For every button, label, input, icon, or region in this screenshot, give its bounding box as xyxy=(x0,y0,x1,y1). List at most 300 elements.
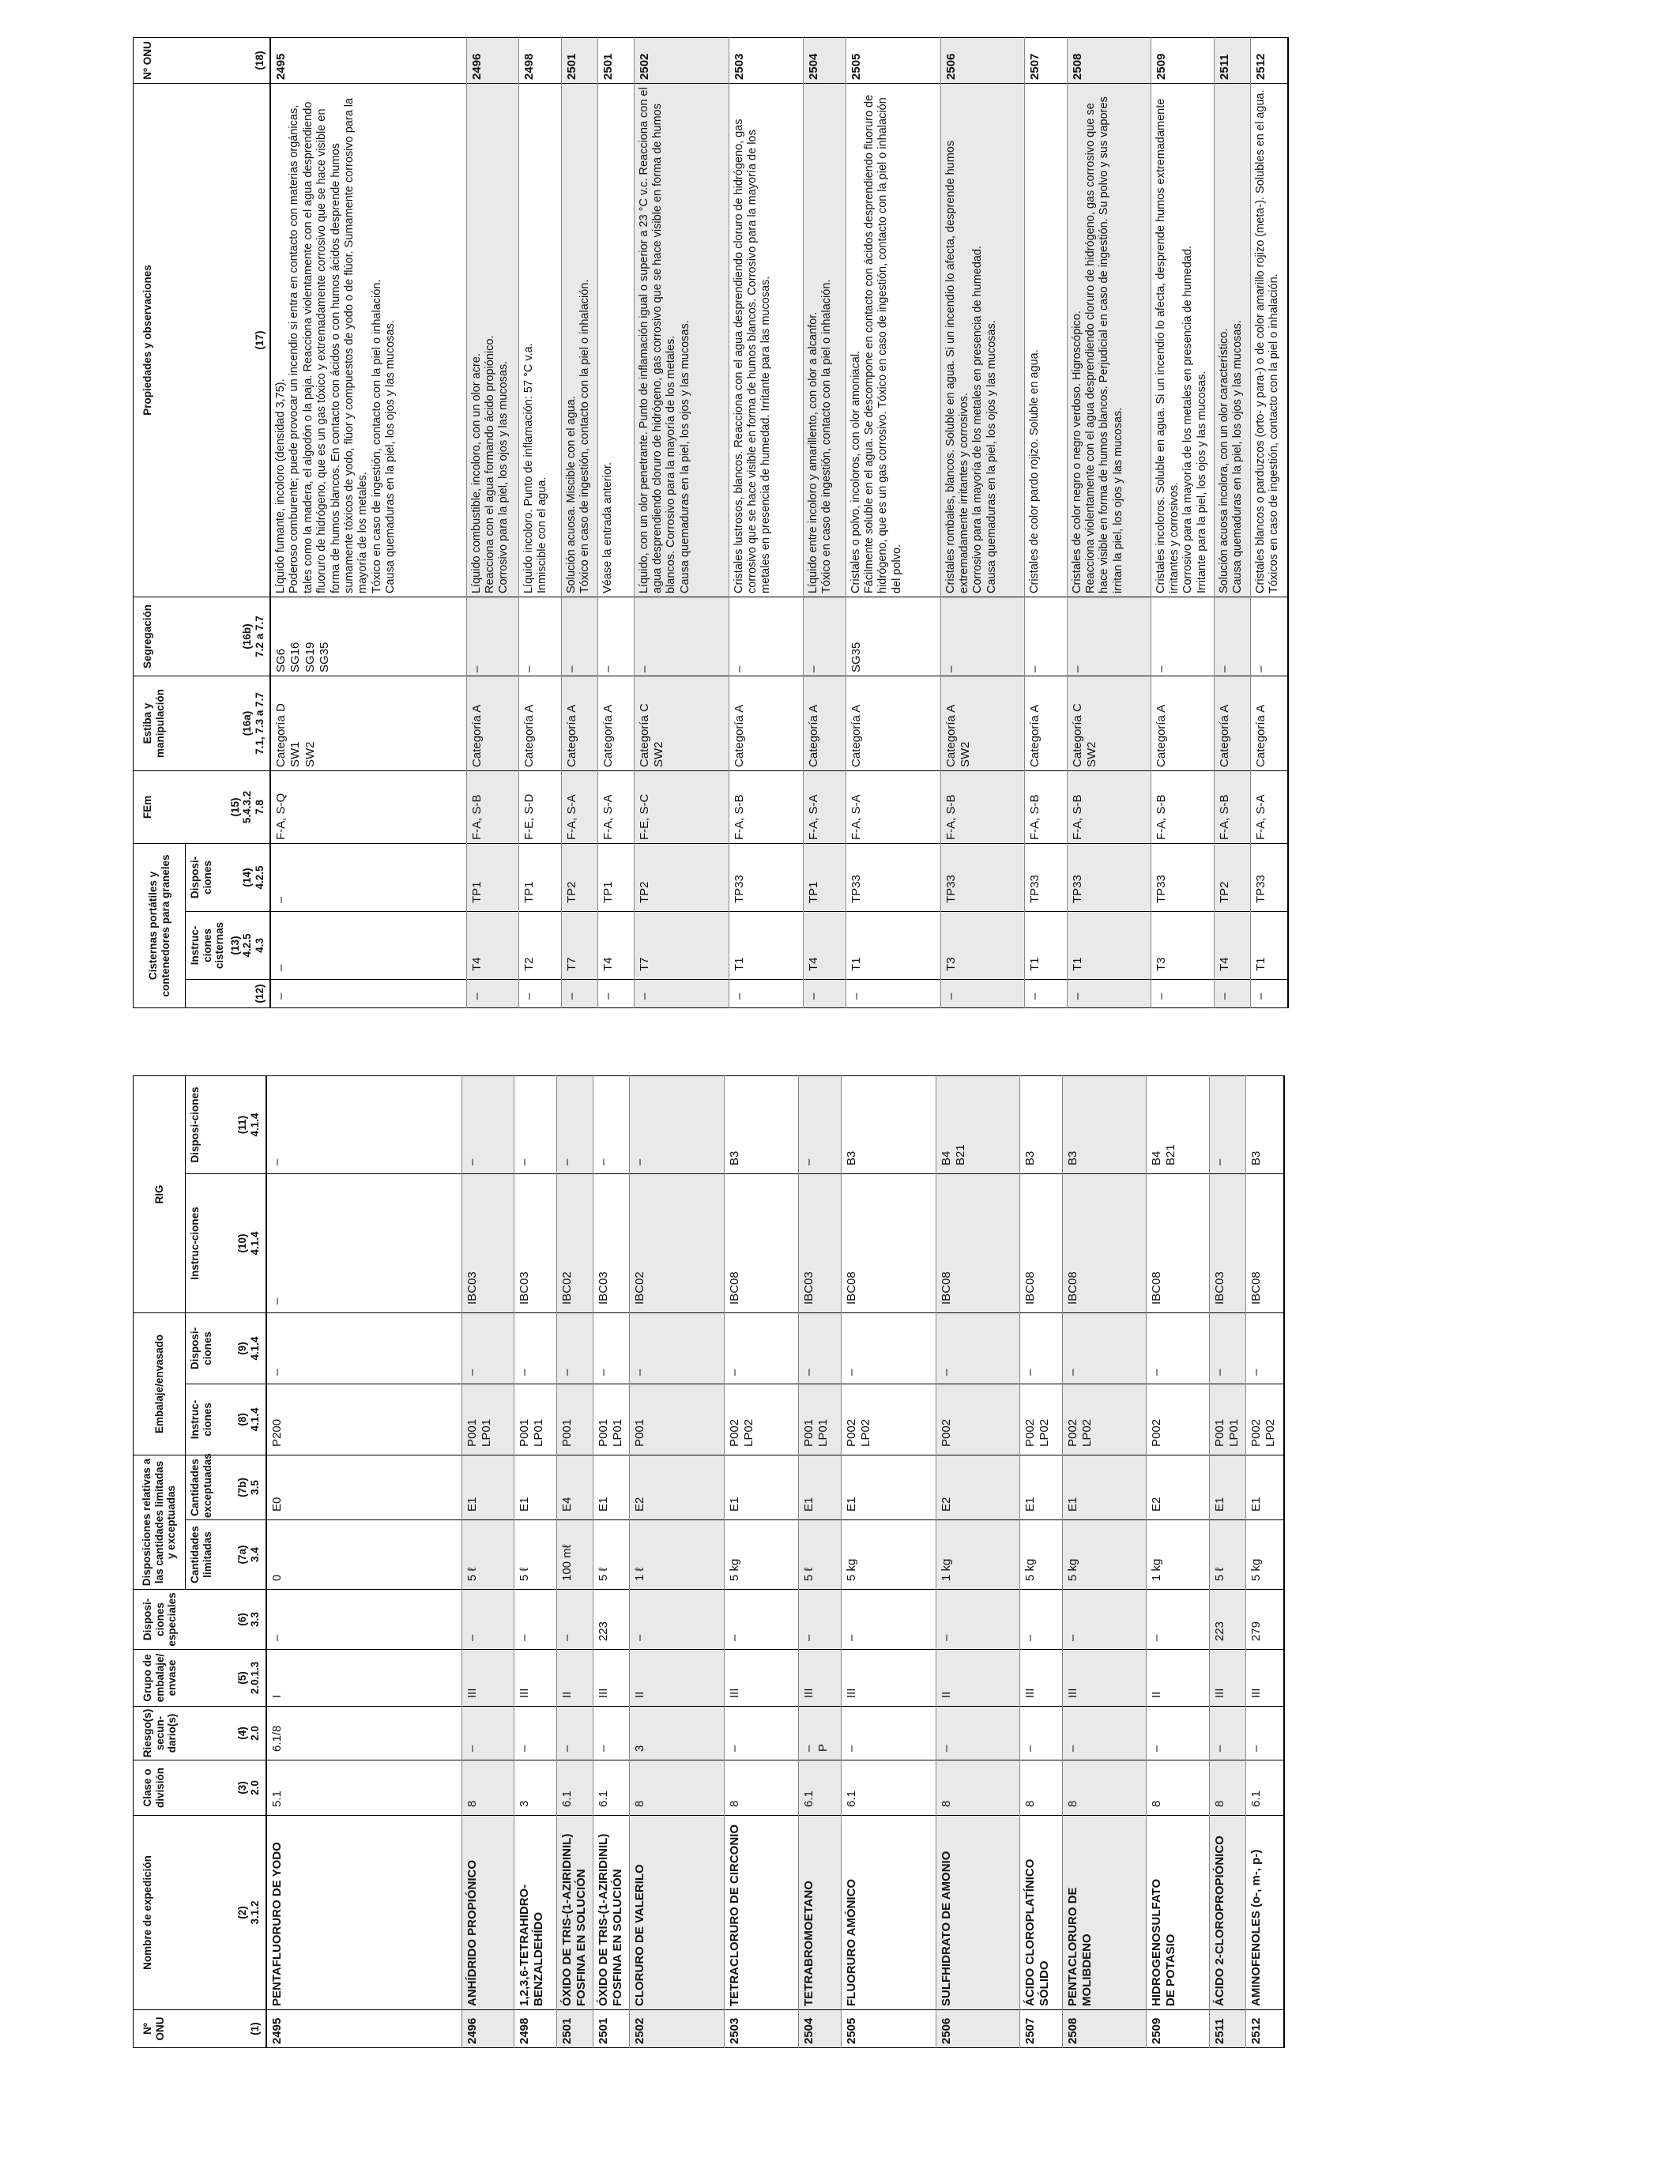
left-cell: – xyxy=(557,1075,593,1173)
table-row xyxy=(842,1075,936,2047)
right-cell: – xyxy=(270,912,466,980)
right-cell: – xyxy=(270,980,466,1008)
left-cell: 223 xyxy=(593,1590,630,1650)
left-cell: 100 mℓ xyxy=(557,1520,593,1590)
right-cell: F-A, S-A xyxy=(1250,770,1288,843)
left-cell: III xyxy=(799,1650,842,1707)
col-class: Clase o división xyxy=(134,1760,224,1816)
left-cell: – xyxy=(557,1312,593,1384)
right-cell: T4 xyxy=(803,912,846,980)
left-cell: – xyxy=(842,1590,936,1650)
left-cell: 223 xyxy=(1210,1590,1246,1650)
left-cell: B3 xyxy=(725,1075,799,1173)
col-ems: FEm xyxy=(134,770,228,843)
right-colnum: (16b) 7.2 a 7.7 xyxy=(228,597,271,676)
left-cell: 2507 xyxy=(1020,2010,1063,2048)
left-cell: IBC03 xyxy=(462,1173,514,1312)
left-cell: III xyxy=(514,1650,557,1707)
right-cell: – xyxy=(1067,597,1151,676)
left-cell: 3 xyxy=(630,1707,725,1760)
col-limited: Cantidades limitadas xyxy=(186,1520,224,1590)
right-cell: – xyxy=(597,980,634,1008)
left-table-body xyxy=(266,1075,1284,2047)
right-colnum: (18) xyxy=(228,37,271,83)
right-cell: – xyxy=(518,980,561,1008)
left-cell: – xyxy=(514,1707,557,1760)
left-cell: III xyxy=(1210,1650,1246,1707)
table-row xyxy=(940,37,1024,1007)
left-table xyxy=(133,1075,1285,2048)
col-tanks: Cisternas portátiles y contenedores para graneles xyxy=(134,843,186,1007)
left-cell: – xyxy=(630,1075,725,1173)
left-cell: P002 LP02 xyxy=(1246,1384,1284,1455)
table-row xyxy=(557,1075,593,2047)
right-page xyxy=(133,38,1289,1008)
right-cell: – xyxy=(1151,597,1214,676)
right-cell: 2501 xyxy=(561,37,597,83)
left-cell: 8 xyxy=(1063,1760,1147,1816)
left-cell: III xyxy=(462,1650,514,1707)
right-cell: Categoría A xyxy=(1250,676,1288,770)
right-cell: 2502 xyxy=(634,37,729,83)
right-cell: Categoría A xyxy=(1151,676,1214,770)
left-cell: 8 xyxy=(1147,1760,1210,1816)
col-stowage: Estiba y manipulación xyxy=(134,676,228,770)
left-cell: – xyxy=(1210,1707,1246,1760)
right-cell: – xyxy=(1214,597,1250,676)
left-cell: ANHÍDRIDO PROPIÓNICO xyxy=(462,1816,514,2010)
left-cell: 1 ℓ xyxy=(630,1520,725,1590)
right-cell: 2509 xyxy=(1151,37,1214,83)
left-cell: 2502 xyxy=(630,2010,725,2048)
left-cell: IBC08 xyxy=(842,1173,936,1312)
left-cell: 2503 xyxy=(725,2010,799,2048)
left-cell: – xyxy=(630,1312,725,1384)
table-row xyxy=(1214,37,1250,1007)
left-cell: E1 xyxy=(725,1455,799,1519)
left-cell: 6.1 xyxy=(1246,1760,1284,1816)
left-cell: – xyxy=(842,1707,936,1760)
table-row xyxy=(936,1075,1020,2047)
table-row xyxy=(1024,37,1067,1007)
right-cell: Líquido entre incoloro y amarillento, con olor a alcanfor. Tóxico en caso de ingestión, contacto con la piel o inhalación. xyxy=(803,83,846,597)
right-cell: T1 xyxy=(1067,912,1151,980)
right-cell: 2504 xyxy=(803,37,846,83)
right-cell: SG6 SG16 SG19 SG35 xyxy=(270,597,466,676)
left-cell: – xyxy=(1063,1707,1147,1760)
right-cell: TP1 xyxy=(597,843,634,911)
right-cell: Categoría C SW2 xyxy=(634,676,729,770)
table-row xyxy=(1246,1075,1284,2047)
left-cell: 2508 xyxy=(1063,2010,1147,2048)
right-cell: Cristales lustrosos, blancos. Reacciona con el agua desprendiendo cloruro de hidrógeno, gas corrosivo que se hace visible en forma de humos blancos. Corrosivo para la mayoría de los metales en presencia de humedad. Irritante para las mucosas. xyxy=(729,83,803,597)
left-cell: CLORURO DE VALERILO xyxy=(630,1816,725,2010)
left-cell: HIDROGENOSULFATO DE POTASIO xyxy=(1147,1816,1210,2010)
table-row xyxy=(725,1075,799,2047)
col-name: Nombre de expedición xyxy=(134,1816,224,2010)
left-cell: – xyxy=(1063,1312,1147,1384)
right-cell: Solución acuosa incolora, con un olor característico. Causa quemaduras en la piel, los ojos y las mucosas. xyxy=(1214,83,1250,597)
left-cell: III xyxy=(593,1650,630,1707)
right-cell: 2508 xyxy=(1067,37,1151,83)
left-cell: P200 xyxy=(266,1384,462,1455)
right-cell: – xyxy=(1214,980,1250,1008)
left-cell: IBC08 xyxy=(725,1173,799,1312)
left-cell: 2501 xyxy=(593,2010,630,2048)
right-cell: F-A, S-B xyxy=(1024,770,1067,843)
right-cell: Líquido combustible, incoloro, con un olor acre. Reacciona con el agua formando ácido propiónico. Corrosivo para la piel, los ojos y las mucosas. xyxy=(466,83,518,597)
table-row xyxy=(514,1075,557,2047)
right-colnum: (12) xyxy=(228,980,271,1008)
right-cell: 2507 xyxy=(1024,37,1067,83)
left-cell: E1 xyxy=(514,1455,557,1519)
left-cell: 6.1 xyxy=(593,1760,630,1816)
left-cell: P001 LP01 xyxy=(462,1384,514,1455)
left-cell: P002 xyxy=(1147,1384,1210,1455)
right-cell: Categoría A xyxy=(1214,676,1250,770)
left-cell: E1 xyxy=(1020,1455,1063,1519)
left-cell: 5 ℓ xyxy=(514,1520,557,1590)
left-colnum: (10) 4.1.4 xyxy=(224,1173,266,1312)
left-cell: – xyxy=(1020,1312,1063,1384)
left-cell: – xyxy=(557,1590,593,1650)
left-cell: 8 xyxy=(725,1760,799,1816)
right-cell: – xyxy=(1024,597,1067,676)
left-cell: IBC08 xyxy=(1147,1173,1210,1312)
left-cell: E2 xyxy=(1147,1455,1210,1519)
left-cell: I xyxy=(266,1650,462,1707)
left-cell: ÁCIDO CLOROPLATÍNICO SÓLIDO xyxy=(1020,1816,1063,2010)
right-cell: – xyxy=(846,980,940,1008)
right-cell: Categoría A xyxy=(597,676,634,770)
left-cell: – xyxy=(593,1707,630,1760)
right-cell: 2501 xyxy=(597,37,634,83)
left-colnum: (9) 4.1.4 xyxy=(224,1312,266,1384)
left-cell: P002 LP02 xyxy=(1063,1384,1147,1455)
right-cell: Categoría A xyxy=(846,676,940,770)
left-cell: ÓXIDO DE TRIS-(1-AZIRIDINIL) FOSFINA EN SOLUCIÓN xyxy=(593,1816,630,2010)
left-cell: – xyxy=(936,1312,1020,1384)
right-cell: T1 xyxy=(1024,912,1067,980)
right-cell: T7 xyxy=(634,912,729,980)
left-cell: ÁCIDO 2-CLOROPROPIÓNICO xyxy=(1210,1816,1246,2010)
table-row xyxy=(634,37,729,1007)
left-colnum: (8) 4.1.4 xyxy=(224,1384,266,1455)
table-row xyxy=(266,1075,462,2047)
left-cell: 5 kg xyxy=(1020,1520,1063,1590)
right-cell: F-A, S-B xyxy=(729,770,803,843)
right-cell: F-A, S-B xyxy=(1151,770,1214,843)
left-colnum: (4) 2.0 xyxy=(224,1707,266,1760)
left-cell: – xyxy=(1063,1590,1147,1650)
left-cell: – xyxy=(514,1590,557,1650)
left-cell: III xyxy=(1246,1650,1284,1707)
left-cell: 5 ℓ xyxy=(799,1520,842,1590)
table-row xyxy=(597,37,634,1007)
right-cell: – xyxy=(466,980,518,1008)
right-cell: F-A, S-A xyxy=(846,770,940,843)
right-cell: – xyxy=(270,843,466,911)
col-packing-group: Grupo de embalaje/ envase xyxy=(134,1650,224,1707)
left-cell: – P xyxy=(799,1707,842,1760)
left-cell: E1 xyxy=(593,1455,630,1519)
right-cell: – xyxy=(1024,980,1067,1008)
right-cell: Líquido fumante, incoloro (densidad 3,75). Poderoso comburente; puede provocar un incendio si entra en contacto con materias orgánicas, tales como la madera, el algodón o la paja. Reacciona violentamente con el agua desprendiendo fluoruro de hidrógeno, que es un gas tóxico y extremadamente corrosivo que se hace visible en forma de humos blancos. En contacto con ácidos o con humos ácidos desprende humos sumamente tóxicos de yodo, flúor y compuestos de yodo o de flúor. Sumamente corrosivo para la mayoría de los metales. Tóxico en caso de ingestión, contacto con la piel o inhalación. Causa quemaduras en la piel, los ojos y las mucosas. xyxy=(270,83,466,597)
left-page xyxy=(133,1076,1285,2048)
left-cell: B4 B21 xyxy=(1147,1075,1210,1173)
col-pack-provisions: Disposi-ciones xyxy=(186,1312,224,1384)
left-cell: 5.1 xyxy=(266,1760,462,1816)
right-cell: Cristales rombales, blancos. Soluble en agua. Si un incendio lo afecta, desprende humos extremadamente irritantes y corrosivos. Corrosivo para la mayoría de los metales en presencia de humedad. Causa quemaduras en la piel, los ojos y las mucosas. xyxy=(940,83,1024,597)
left-cell: E1 xyxy=(1063,1455,1147,1519)
right-cell: 2495 xyxy=(270,37,466,83)
left-cell: 1 kg xyxy=(936,1520,1020,1590)
left-column-numbers xyxy=(224,1075,266,2047)
left-cell: 8 xyxy=(936,1760,1020,1816)
col-segregation: Segregación xyxy=(134,597,228,676)
left-cell: B4 B21 xyxy=(936,1075,1020,1173)
left-cell: B3 xyxy=(1020,1075,1063,1173)
right-cell: F-A, S-A xyxy=(561,770,597,843)
right-cell: Categoría A xyxy=(466,676,518,770)
table-row xyxy=(1210,1075,1246,2047)
left-colnum: (2) 3.1.2 xyxy=(224,1816,266,2010)
rotated-page xyxy=(133,38,1402,2048)
right-cell: T4 xyxy=(1214,912,1250,980)
table-row xyxy=(1020,1075,1063,2047)
right-cell: Categoría A xyxy=(729,676,803,770)
col-ibc-provisions: Disposi-ciones xyxy=(186,1075,224,1173)
left-cell: SULFHIDRATO DE AMONIO xyxy=(936,1816,1020,2010)
left-colnum: (5) 2.0.1.3 xyxy=(224,1650,266,1707)
left-cell: III xyxy=(1063,1650,1147,1707)
left-cell: – xyxy=(266,1075,462,1173)
col-tank-blank xyxy=(186,980,228,1008)
right-colnum: (17) xyxy=(228,83,271,597)
right-cell: – xyxy=(1250,597,1288,676)
left-cell: – xyxy=(725,1312,799,1384)
left-cell: P002 LP02 xyxy=(842,1384,936,1455)
table-row xyxy=(729,37,803,1007)
left-cell: – xyxy=(842,1312,936,1384)
right-cell: 2512 xyxy=(1250,37,1288,83)
left-cell: – xyxy=(557,1707,593,1760)
left-cell: IBC03 xyxy=(593,1173,630,1312)
right-cell: – xyxy=(729,980,803,1008)
right-cell: 2511 xyxy=(1214,37,1250,83)
right-cell: F-E, S-C xyxy=(634,770,729,843)
left-cell: P001 xyxy=(630,1384,725,1455)
left-cell: 5 ℓ xyxy=(593,1520,630,1590)
right-cell: Categoría A xyxy=(561,676,597,770)
right-cell: TP2 xyxy=(1214,843,1250,911)
right-cell: 2496 xyxy=(466,37,518,83)
left-cell: – xyxy=(799,1312,842,1384)
col-properties: Propiedades y observaciones xyxy=(134,83,228,597)
left-cell: – xyxy=(1246,1707,1284,1760)
left-cell: – xyxy=(462,1075,514,1173)
right-cell: – xyxy=(597,597,634,676)
table-row xyxy=(1250,37,1288,1007)
left-cell: 2511 xyxy=(1210,2010,1246,2048)
left-cell: TETRABROMOETANO xyxy=(799,1816,842,2010)
right-cell: Categoría C SW2 xyxy=(1067,676,1151,770)
right-cell: F-A, S-B xyxy=(1067,770,1151,843)
table-row xyxy=(462,1075,514,2047)
left-cell: E2 xyxy=(630,1455,725,1519)
left-cell: IBC08 xyxy=(936,1173,1020,1312)
left-cell: – xyxy=(799,1590,842,1650)
col-tank-instructions: Instruc-ciones cisternas xyxy=(186,912,228,980)
left-cell: 1,2,3,6-TETRAHIDRO- BENZALDEHÍDO xyxy=(514,1816,557,2010)
left-cell: – xyxy=(266,1173,462,1312)
table-row xyxy=(1147,1075,1210,2047)
left-cell: – xyxy=(1246,1312,1284,1384)
col-un-no: Nº ONU xyxy=(134,2010,224,2048)
left-cell: 8 xyxy=(1020,1760,1063,1816)
left-cell: 8 xyxy=(1210,1760,1246,1816)
left-cell: P001 LP01 xyxy=(514,1384,557,1455)
right-cell: Líquido incoloro. Punto de inflamación: 57 °C v.a. Inmiscible con el agua. xyxy=(518,83,561,597)
right-cell: Categoría A xyxy=(518,676,561,770)
left-cell: – xyxy=(799,1075,842,1173)
right-cell: Cristales de color pardo rojizo. Soluble en agua. xyxy=(1024,83,1067,597)
left-cell: 8 xyxy=(630,1760,725,1816)
right-cell: – xyxy=(518,597,561,676)
table-row xyxy=(466,37,518,1007)
left-cell: 2496 xyxy=(462,2010,514,2048)
right-cell: – xyxy=(466,597,518,676)
col-packing: Embalaje/envasado xyxy=(134,1312,186,1455)
left-cell: – xyxy=(1020,1590,1063,1650)
left-cell: 1 kg xyxy=(1147,1520,1210,1590)
right-cell: Véase la entrada anterior. xyxy=(597,83,634,597)
right-cell: – xyxy=(634,980,729,1008)
left-cell: III xyxy=(725,1650,799,1707)
right-cell: TP33 xyxy=(1250,843,1288,911)
left-cell: E2 xyxy=(936,1455,1020,1519)
col-tank-provisions: Disposi-ciones xyxy=(186,843,228,911)
right-cell: 2498 xyxy=(518,37,561,83)
left-cell: 3 xyxy=(514,1760,557,1816)
right-cell: Categoría A xyxy=(803,676,846,770)
left-cell: III xyxy=(842,1650,936,1707)
col-pack-instructions: Instruc-ciones xyxy=(186,1384,224,1455)
table-row xyxy=(1151,37,1214,1007)
right-cell: – xyxy=(729,597,803,676)
table-row xyxy=(799,1075,842,2047)
left-cell: TETRACLORURO DE CIRCONIO xyxy=(725,1816,799,2010)
table-row xyxy=(846,37,940,1007)
left-cell: II xyxy=(1147,1650,1210,1707)
right-cell: TP1 xyxy=(803,843,846,911)
left-cell: P002 xyxy=(936,1384,1020,1455)
right-colnum: (16a) 7.1, 7.3 a 7.7 xyxy=(228,676,271,770)
table-row xyxy=(803,37,846,1007)
right-cell: – xyxy=(634,597,729,676)
right-cell: Categoría A xyxy=(1024,676,1067,770)
left-cell: 279 xyxy=(1246,1590,1284,1650)
left-cell: P001 LP01 xyxy=(799,1384,842,1455)
left-cell: III xyxy=(1020,1650,1063,1707)
left-cell: FLUORURO AMÓNICO xyxy=(842,1816,936,2010)
left-cell: IBC03 xyxy=(799,1173,842,1312)
left-cell: IBC03 xyxy=(514,1173,557,1312)
left-cell: II xyxy=(630,1650,725,1707)
left-cell: P001 LP01 xyxy=(1210,1384,1246,1455)
table-row xyxy=(593,1075,630,2047)
left-colnum: (6) 3.3 xyxy=(224,1590,266,1650)
left-cell: II xyxy=(936,1650,1020,1707)
left-cell: AMINOFENOLES (o-, m-, p-) xyxy=(1246,1816,1284,2010)
left-cell: 6.1 xyxy=(799,1760,842,1816)
right-cell: Solución acuosa. Miscible con el agua. Tóxico en caso de ingestión, contacto con la piel o inhalación. xyxy=(561,83,597,597)
left-cell: – xyxy=(462,1590,514,1650)
right-cell: T4 xyxy=(597,912,634,980)
left-colnum: (1) xyxy=(224,2010,266,2048)
right-colnum: (13) 4.2.5 4.3 xyxy=(228,912,271,980)
right-cell: SG35 xyxy=(846,597,940,676)
left-cell: 8 xyxy=(462,1760,514,1816)
right-cell: TP33 xyxy=(940,843,1024,911)
left-cell: – xyxy=(725,1590,799,1650)
left-cell: IBC03 xyxy=(1210,1173,1246,1312)
left-cell: PENTAFLUORURO DE YODO xyxy=(266,1816,462,2010)
left-cell: II xyxy=(557,1650,593,1707)
left-cell: 5 ℓ xyxy=(462,1520,514,1590)
left-cell: B3 xyxy=(1246,1075,1284,1173)
right-cell: T1 xyxy=(729,912,803,980)
left-colnum: (11) 4.1.4 xyxy=(224,1075,266,1173)
right-cell: F-A, S-B xyxy=(1214,770,1250,843)
right-cell: TP2 xyxy=(561,843,597,911)
right-cell: Categoría D SW1 SW2 xyxy=(270,676,466,770)
right-cell: – xyxy=(803,597,846,676)
right-cell: Cristales o polvo, incoloros, con olor amoniacal. Fácilmente soluble en el agua. Se descompone en contacto con ácidos desprendiendo fluoruro de hidrógeno, que es un gas corrosivo. Tóxico en caso de ingestión, contacto con la piel o inhalación del polvo. xyxy=(846,83,940,597)
right-cell: TP33 xyxy=(1067,843,1151,911)
left-cell: 2509 xyxy=(1147,2010,1210,2048)
left-cell: P001 LP01 xyxy=(593,1384,630,1455)
right-cell: Cristales de color negro o negro verdoso. Higroscópico. Reacciona violentamente con el agua desprendiendo cloruro de hidrógeno, gas corrosivo que se hace visible en forma de humos blancos. Perjudicial en caso de ingestión. Su polvo y sus vapores irritan la piel, los ojos y las mucosas. xyxy=(1067,83,1151,597)
right-cell: T1 xyxy=(846,912,940,980)
right-cell: T1 xyxy=(1250,912,1288,980)
col-excepted: Cantidades exceptuadas xyxy=(186,1455,224,1519)
left-cell: – xyxy=(630,1590,725,1650)
left-cell: – xyxy=(462,1312,514,1384)
right-cell: 2503 xyxy=(729,37,803,83)
right-cell: Líquido, con un olor penetrante. Punto de inflamación igual o superior a 23 °C v.c. Reacciona con el agua desprendiendo cloruro de hidrógeno, gas corrosivo que se hace visible en forma de humos blancos. Corrosivo para la mayoría de los metales. Causa quemaduras en la piel, los ojos y las mucosas. xyxy=(634,83,729,597)
left-cell: P001 xyxy=(557,1384,593,1455)
right-cell: – xyxy=(561,597,597,676)
col-subsidiary: Riesgo(s) secun-dario(s) xyxy=(134,1707,224,1760)
table-row xyxy=(1067,37,1151,1007)
left-cell: 2504 xyxy=(799,2010,842,2048)
left-cell: E1 xyxy=(1210,1455,1246,1519)
left-cell: – xyxy=(1147,1590,1210,1650)
right-cell: TP33 xyxy=(1151,843,1214,911)
right-cell: Cristales blancos o parduzcos (orto- y para-) o de color amarillo rojizo (meta-). Solubles en el agua. Tóxicos en caso de ingestión, contacto con la piel o inhalación. xyxy=(1250,83,1288,597)
right-cell: TP33 xyxy=(1024,843,1067,911)
right-cell: T3 xyxy=(1151,912,1214,980)
right-cell: 2506 xyxy=(940,37,1024,83)
left-cell: 2498 xyxy=(514,2010,557,2048)
right-cell: – xyxy=(561,980,597,1008)
left-cell: – xyxy=(514,1312,557,1384)
left-cell: E1 xyxy=(799,1455,842,1519)
right-cell: F-A, S-Q xyxy=(270,770,466,843)
right-cell: F-A, S-B xyxy=(466,770,518,843)
left-cell: – xyxy=(936,1707,1020,1760)
